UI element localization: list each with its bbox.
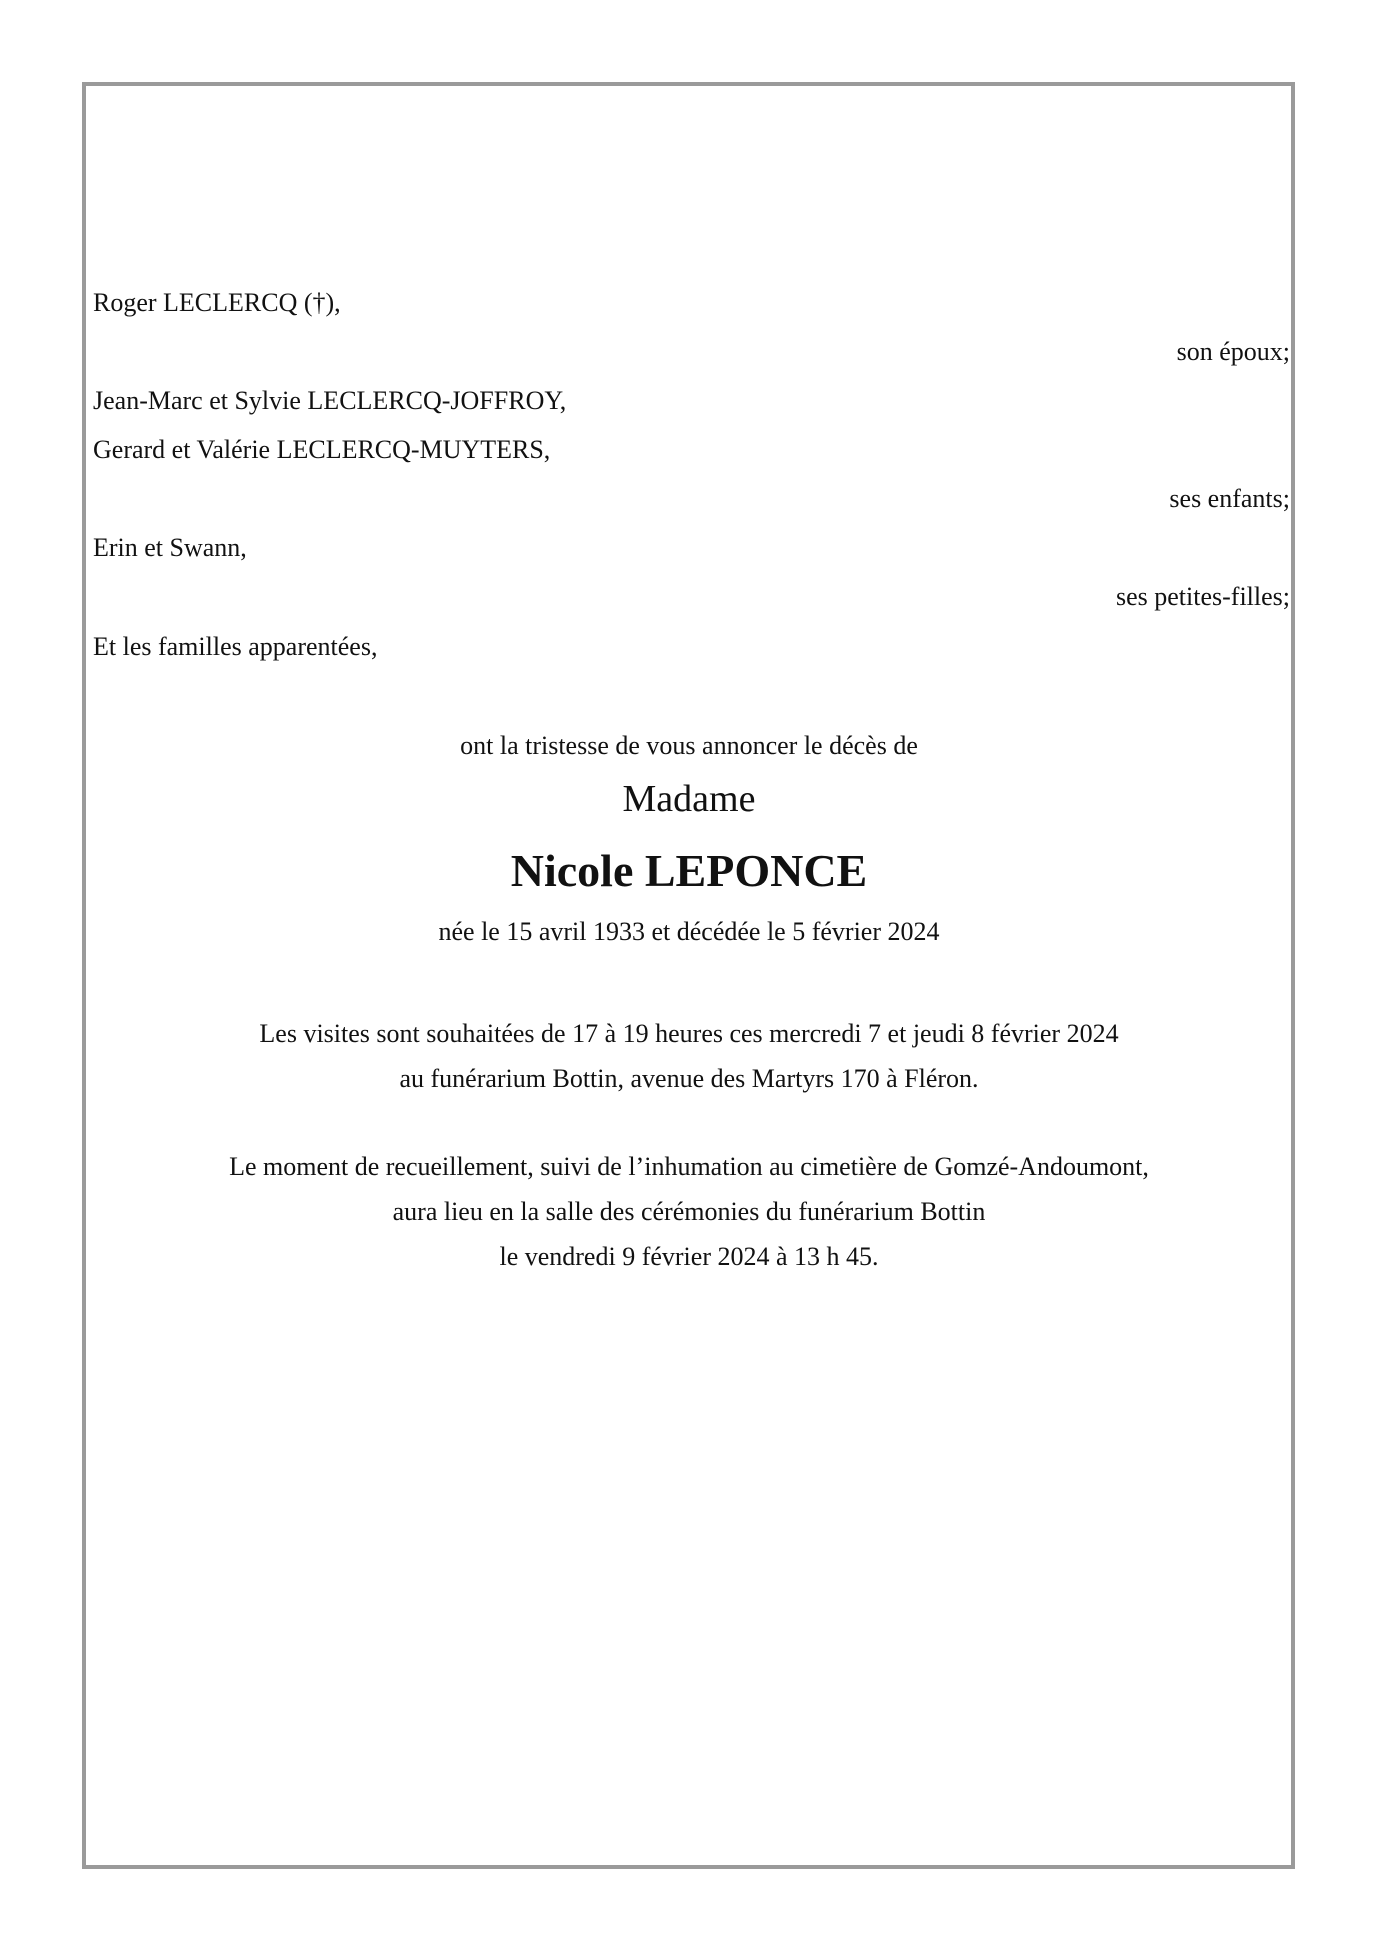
spouse-name: Roger LECLERCQ (†), [93,288,341,317]
announcement-intro: ont la tristesse de vous annoncer le décès de [460,731,918,760]
spouse-role: son époux; [1176,337,1290,366]
page-border-frame [82,82,1295,1869]
ceremony-line-2: aura lieu en la salle des cérémonies du funérarium Bottin [392,1197,986,1226]
children-role: ses enfants; [1169,484,1290,513]
visits-line-1: Les visites sont souhaitées de 17 à 19 heures ces mercredi 7 et jeudi 8 février 2024 [259,1019,1119,1048]
relatives-line: Et les familles apparentées, [93,632,378,661]
grandchildren-names: Erin et Swann, [93,533,247,562]
birth-death-dates: née le 15 avril 1933 et décédée le 5 février 2024 [438,917,940,946]
ceremony-line-1: Le moment de recueillement, suivi de l’inhumation au cimetière de Gomzé-Andoumont, [229,1152,1149,1181]
deceased-name: Nicole LEPONCE [510,845,868,896]
child-2-name: Gerard et Valérie LECLERCQ-MUYTERS, [93,435,551,464]
visits-line-2: au funérarium Bottin, avenue des Martyrs 170 à Fléron. [399,1064,979,1093]
grandchildren-role: ses petites-filles; [1115,582,1290,611]
ceremony-line-3: le vendredi 9 février 2024 à 13 h 45. [499,1242,879,1271]
deceased-title: Madame [622,778,756,820]
child-1-name: Jean-Marc et Sylvie LECLERCQ-JOFFROY, [93,386,567,415]
